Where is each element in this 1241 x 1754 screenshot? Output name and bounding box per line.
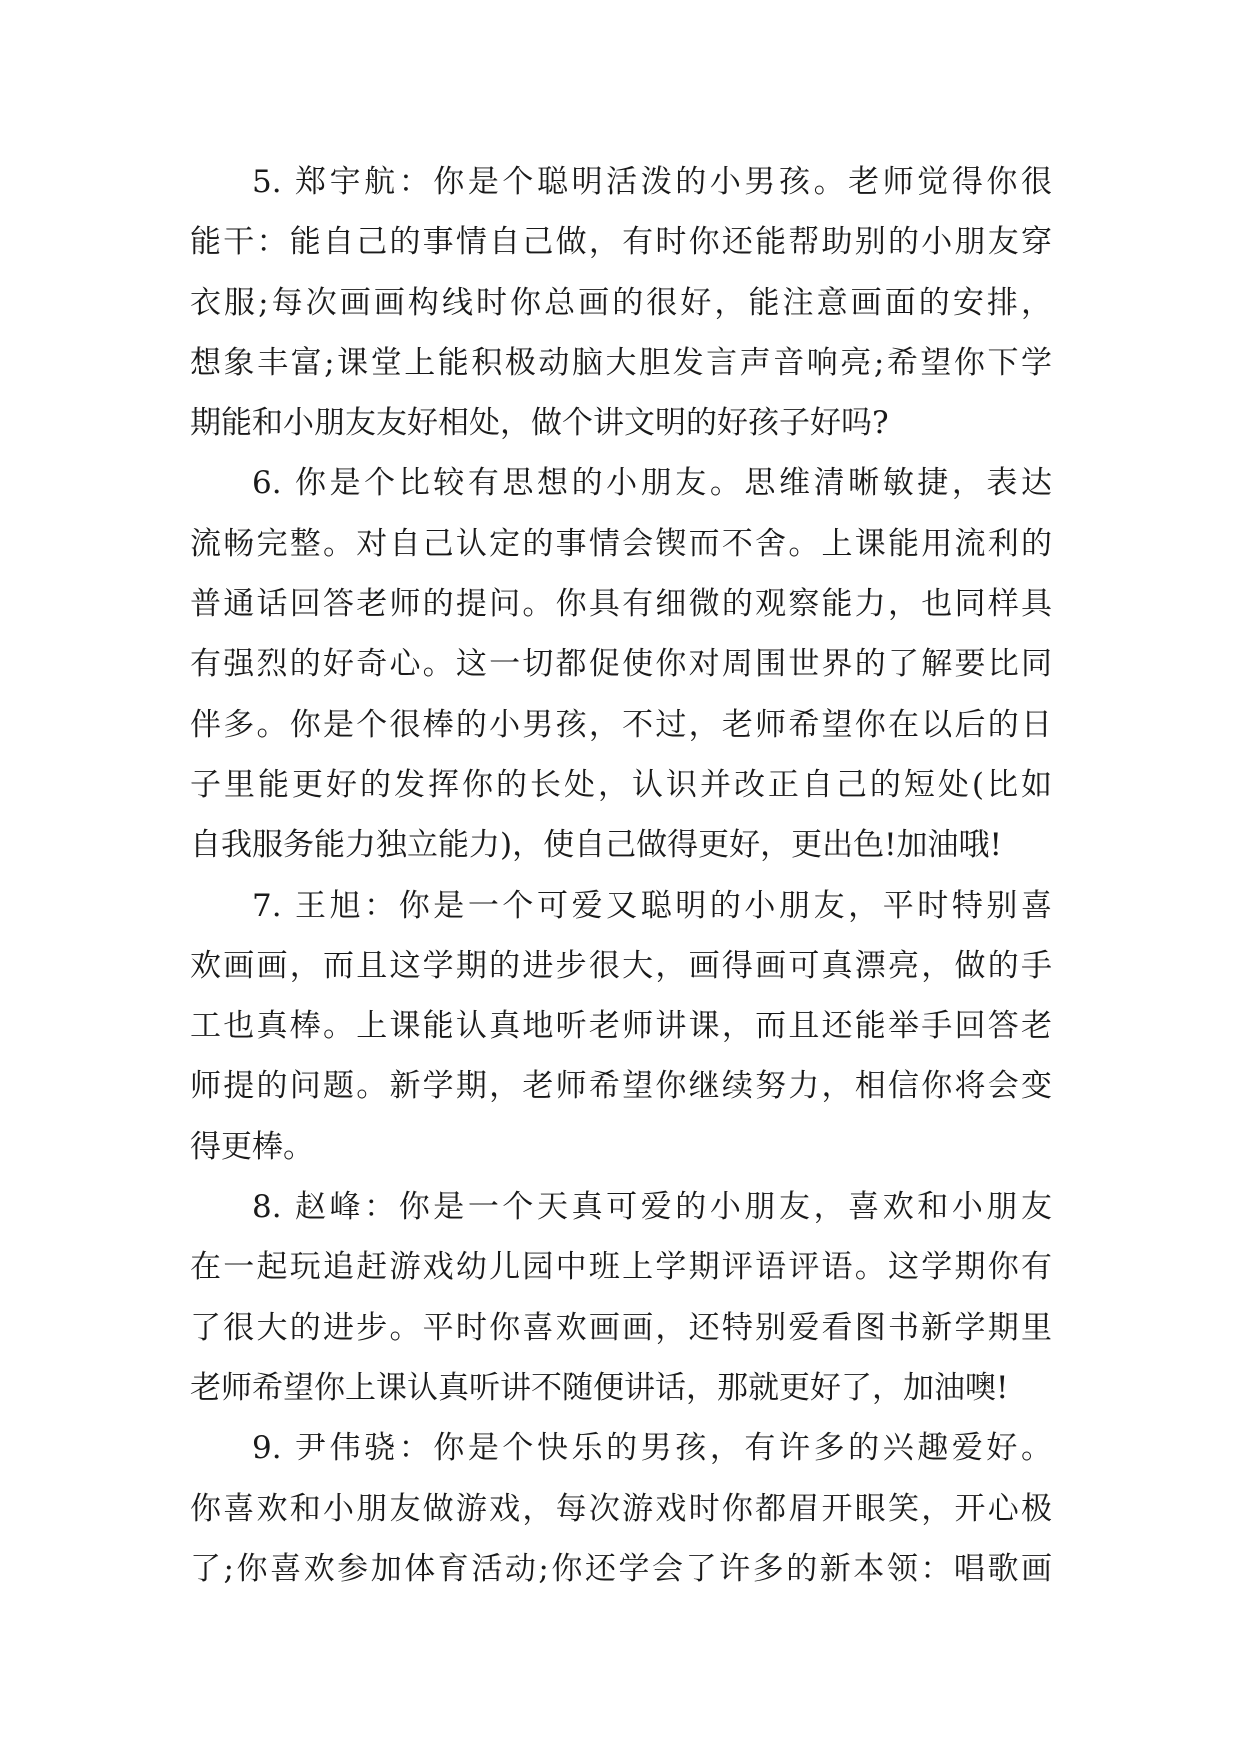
text-line: 流畅完整。对自己认定的事情会锲而不舍。上课能用流利的	[190, 525, 1052, 562]
text-line: 了很大的进步。平时你喜欢画画，还特别爱看图书新学期里	[190, 1309, 1052, 1346]
text-line: 9. 尹伟骁：你是个快乐的男孩，有许多的兴趣爱好。	[252, 1430, 1052, 1467]
text-line: 有强烈的好奇心。这一切都促使你对周围世界的了解要比同	[190, 646, 1052, 683]
text-line: 期能和小朋友友好相处，做个讲文明的好孩子好吗?	[190, 405, 889, 442]
text-line: 了;你喜欢参加体育活动;你还学会了许多的新本领：唱歌画	[190, 1550, 1052, 1587]
text-line: 5. 郑宇航：你是个聪明活泼的小男孩。老师觉得你很	[252, 164, 1052, 200]
text-line: 在一起玩追赶游戏幼儿园中班上学期评语评语。这学期你有	[190, 1249, 1052, 1286]
text-line: 师提的问题。新学期，老师希望你继续努力，相信你将会变	[190, 1068, 1052, 1105]
text-line: 衣服;每次画画构线时你总画的很好，能注意画面的安排，	[190, 284, 1052, 321]
text-line: 你喜欢和小朋友做游戏，每次游戏时你都眉开眼笑，开心极	[190, 1490, 1052, 1527]
paragraph-9	[190, 1418, 1052, 1599]
text-line: 7. 王旭：你是一个可爱又聪明的小朋友，平时特别喜	[252, 887, 1052, 924]
text-line: 子里能更好的发挥你的长处，认识并改正自己的短处(比如	[190, 766, 1052, 803]
text-line: 自我服务能力独立能力)，使自己做得更好，更出色!加油哦!	[190, 827, 1003, 864]
text-line: 欢画画，而且这学期的进步很大，画得画可真漂亮，做的手	[190, 947, 1052, 984]
paragraph-5	[190, 152, 1052, 453]
document-body	[190, 152, 1052, 1599]
text-line: 伴多。你是个很棒的小男孩，不过，老师希望你在以后的日	[190, 706, 1052, 743]
text-line: 普通话回答老师的提问。你具有细微的观察能力，也同样具	[190, 586, 1052, 623]
text-line: 老师希望你上课认真听讲不随便讲话，那就更好了，加油噢!	[190, 1369, 1009, 1406]
text-line: 能干：能自己的事情自己做，有时你还能帮助别的小朋友穿	[190, 224, 1052, 261]
text-line: 想象丰富;课堂上能积极动脑大胆发言声音响亮;希望你下学	[190, 344, 1052, 381]
text-line: 得更棒。	[190, 1128, 314, 1165]
text-line: 6. 你是个比较有思想的小朋友。思维清晰敏捷，表达	[252, 465, 1052, 502]
text-line: 8. 赵峰：你是一个天真可爱的小朋友，喜欢和小朋友	[252, 1189, 1052, 1226]
paragraph-6	[190, 453, 1052, 875]
paragraph-7	[190, 876, 1052, 1177]
paragraph-8	[190, 1177, 1052, 1418]
text-line: 工也真棒。上课能认真地听老师讲课，而且还能举手回答老	[190, 1008, 1052, 1045]
